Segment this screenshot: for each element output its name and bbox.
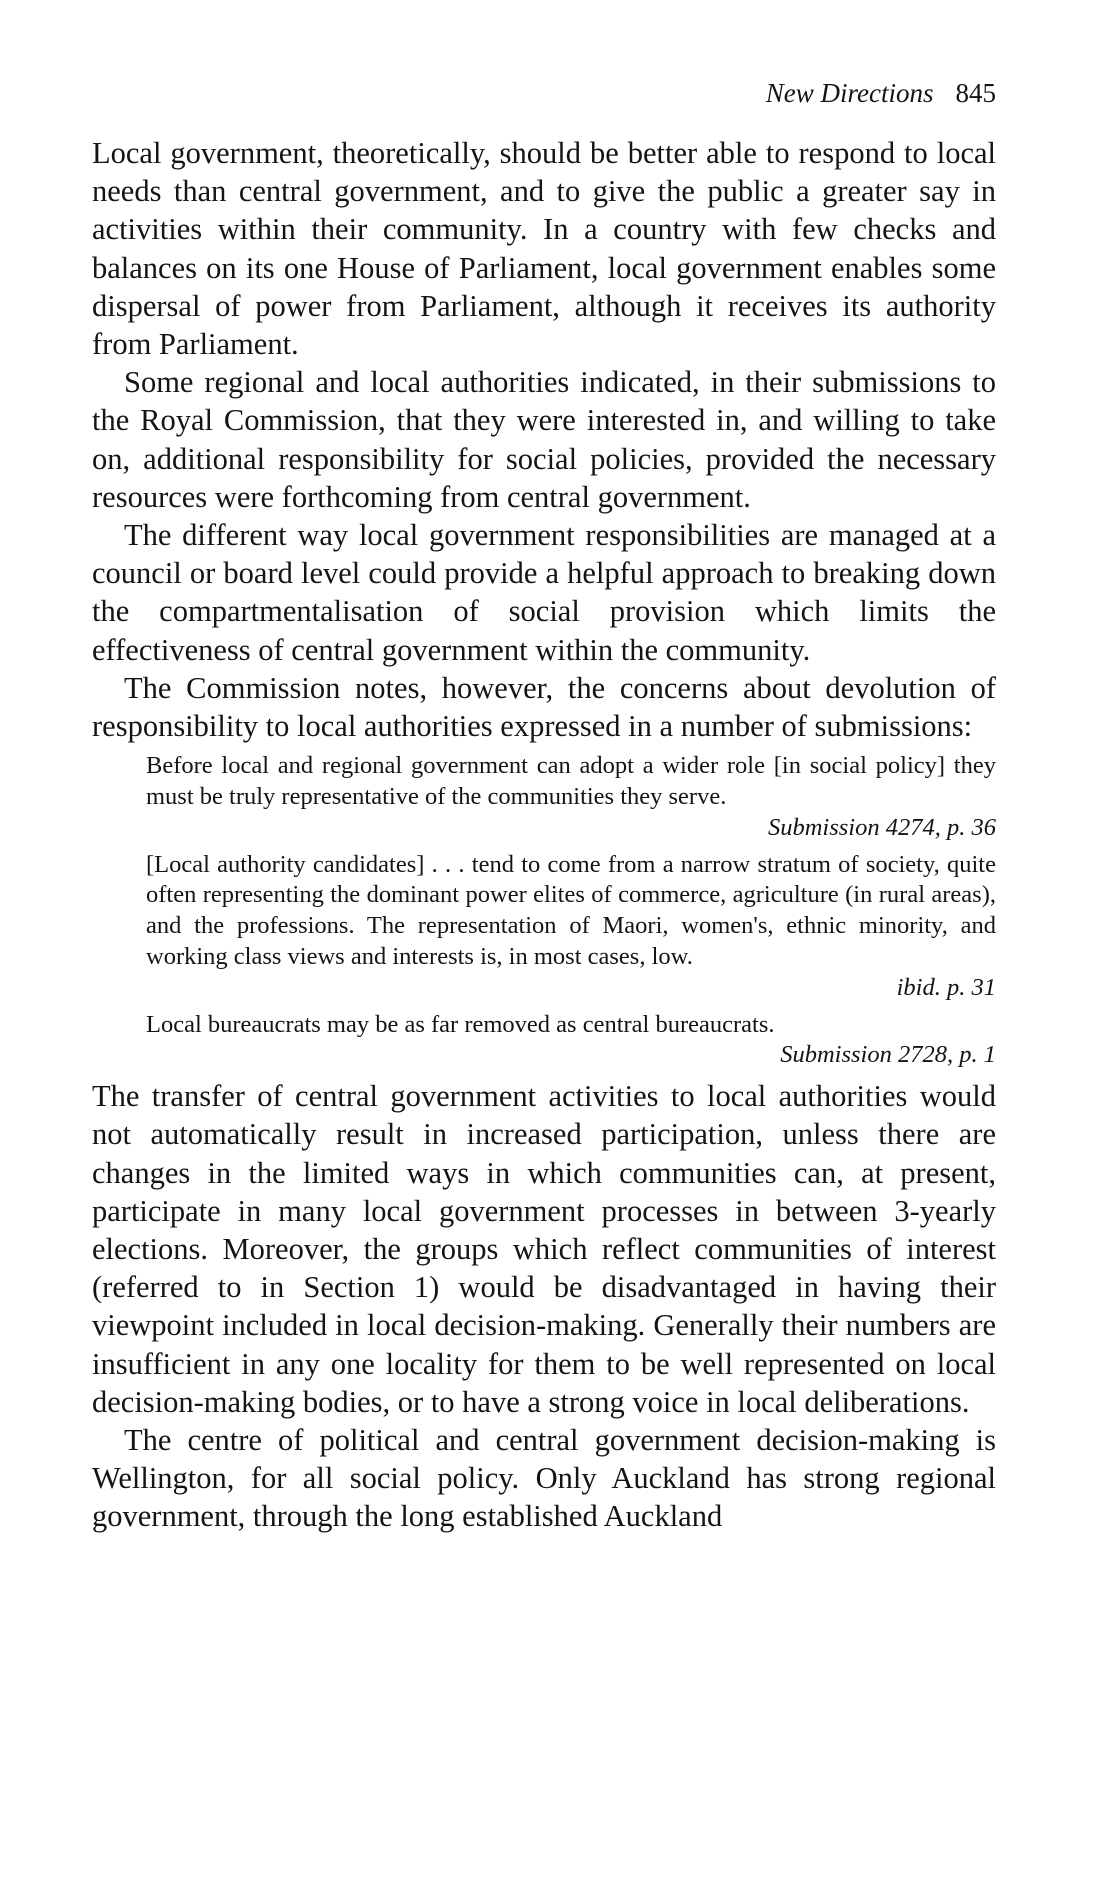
quote-text: Local bureaucrats may be as far removed as central bureaucrats. xyxy=(146,1010,775,1038)
page-number: 845 xyxy=(955,78,996,108)
block-quote xyxy=(146,751,996,843)
quote-citation: Submission 4274, p. 36 xyxy=(767,813,996,841)
paragraph: The transfer of central government activities to local authorities would not automatically result in increased participation, unless there are changes in the limited ways in which communities can, at present, participate in many local government processes in between 3-yearly elections. Moreover, the groups which reflect communities of interest (referred to in Section 1) would be disadvantaged in having their viewpoint included in local decision-making. Generally their numbers are insufficient in any one locality for them to be well represented on local decision-making bodies, or to have a strong voice in local deliberations. xyxy=(92,1079,996,1419)
running-title: New Directions xyxy=(765,78,934,108)
paragraph: Some regional and local authorities indicated, in their submissions to the Royal Commission, that they were interested in, and willing to take on, additional responsibility for social policies, provided the necessary resources were forthcoming from central government. xyxy=(92,365,996,514)
quote-citation: Submission 2728, p. 1 xyxy=(780,1041,996,1069)
paragraph: The centre of political and central government decision-making is Wellington, for all social policy. Only Auckland has strong regional government, through the long established Auckland xyxy=(92,1423,996,1534)
quote-text: [Local authority candidates] . . . tend to come from a narrow stratum of society, quite often representing the dominant power elites of commerce, agriculture (in rural areas), and the professions. The representation of Maori, women's, ethnic minority, and working class views and interests is, in most cases, low. xyxy=(146,850,996,971)
quote-text: Before local and regional government can adopt a wider role [in social policy] they must be truly representative of the communities they serve. xyxy=(146,752,996,811)
quote-citation: ibid. p. 31 xyxy=(896,973,996,1001)
block-quotes xyxy=(92,751,996,1071)
body-text xyxy=(92,134,996,1536)
paragraph: The different way local government responsibilities are managed at a council or board level could provide a helpful approach to breaking down the compartmentalisation of social provision which limits the effectiveness of central government within the community. xyxy=(92,518,996,667)
document-page xyxy=(92,78,996,1536)
block-quote xyxy=(146,850,996,1004)
paragraph: Local government, theoretically, should be better able to respond to local needs than central government, and to give the public a greater say in activities within their community. In a country with few checks and balances on its one House of Parliament, local government enables some dispersal of power from Parliament, although it receives its authority from Parliament. xyxy=(92,136,996,362)
running-head xyxy=(92,78,996,118)
paragraph: The Commission notes, however, the concerns about devolution of responsibility to local authorities expressed in a number of submissions: xyxy=(92,670,996,744)
block-quote xyxy=(146,1010,996,1072)
